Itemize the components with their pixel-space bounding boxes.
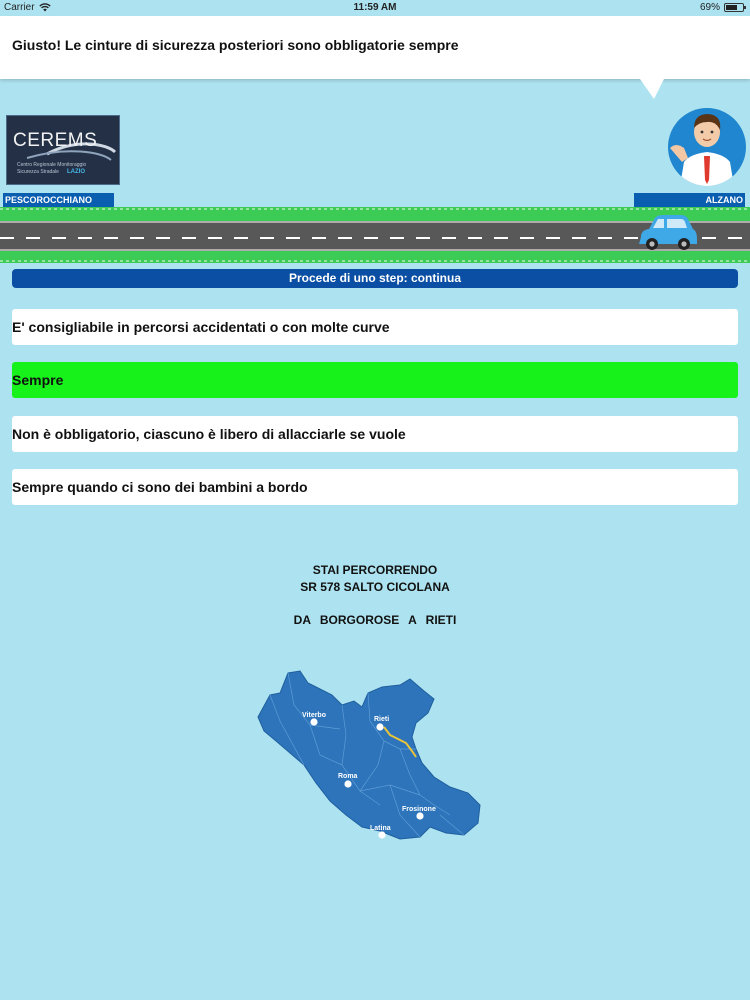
battery-icon	[724, 3, 744, 12]
route-progress-road	[0, 207, 750, 263]
feedback-bubble	[0, 16, 750, 79]
logo-region: LAZIO	[67, 169, 85, 175]
region-map-icon	[250, 665, 490, 845]
route-info-endpoints: DA BORGOROSE A RIETI	[293, 613, 457, 627]
logo-brand: CEREMS	[13, 130, 98, 151]
battery-percent: 69%	[699, 2, 720, 13]
route-info-road: SR 578 SALTO CICOLANA	[300, 580, 450, 594]
route-info-heading: STAI PERCORRENDO	[312, 563, 438, 577]
map-city-label: Latina	[370, 825, 391, 832]
map-city-label: Viterbo	[302, 712, 326, 719]
answer-option[interactable]: Sempre quando ci sono dei bambini a bordo	[12, 469, 738, 505]
route-end-label: ALZANO	[634, 193, 745, 207]
answer-option[interactable]: Non è obbligatorio, ciascuno è libero di allacciarle se vuole	[12, 416, 738, 452]
battery-status	[700, 2, 744, 13]
logo-subtitle-1: Centro Regionale Monitoraggio	[17, 162, 87, 168]
answer-option-correct[interactable]: Sempre	[12, 362, 738, 398]
assistant-avatar	[668, 108, 746, 186]
businessman-icon	[668, 108, 746, 186]
continue-button[interactable]: Procede di uno step: continua	[12, 269, 738, 288]
answer-option[interactable]: E' consigliabile in percorsi accidentati o con molte curve	[12, 309, 738, 345]
carrier-label: Carrier	[4, 2, 35, 13]
status-bar	[0, 0, 750, 16]
feedback-message: Giusto! Le cinture di sicurezza posteriori sono obbligatorie sempre	[12, 37, 459, 53]
cerems-logo	[6, 115, 120, 185]
map-city-label: Rieti	[374, 716, 390, 723]
bubble-tail	[640, 79, 664, 99]
route-start-label: PESCOROCCHIANO	[3, 193, 114, 207]
car-icon	[635, 211, 699, 253]
map-city-label: Roma	[338, 773, 358, 780]
logo-subtitle-2: Sicurezza Stradale	[17, 169, 59, 175]
clock: 11:59 AM	[353, 2, 397, 13]
lazio-map	[250, 665, 490, 850]
map-city-label: Frosinone	[402, 806, 436, 813]
